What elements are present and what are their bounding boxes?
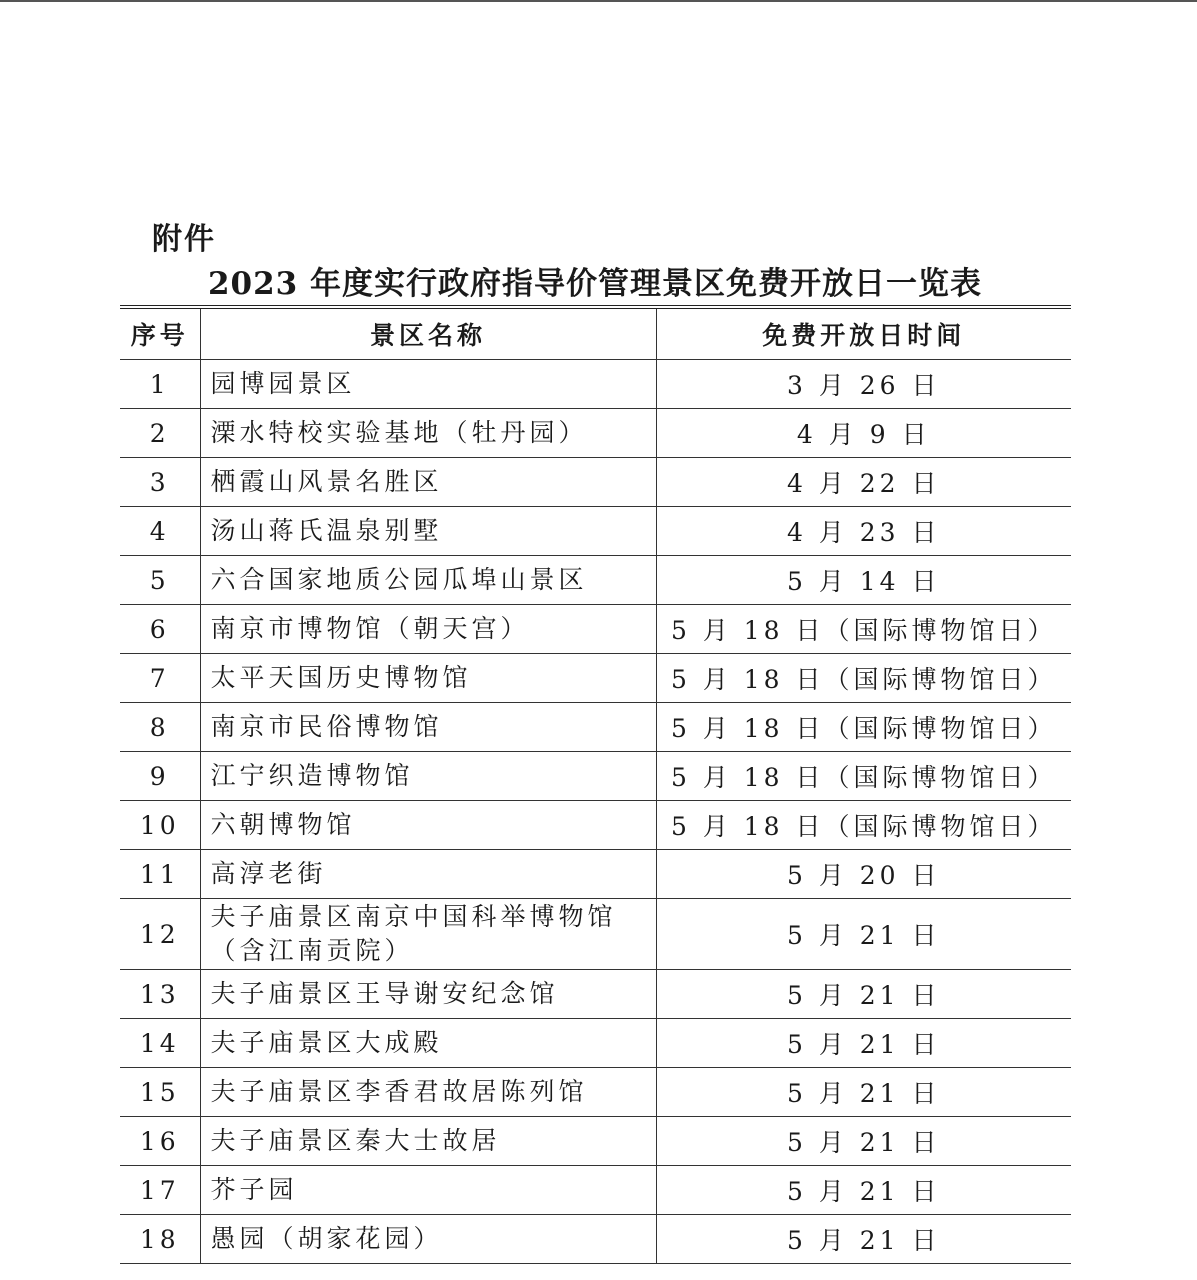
row-scenic-area-name: 栖霞山风景名胜区: [200, 458, 656, 507]
row-free-open-date: 5 月 14 日: [656, 556, 1071, 605]
document-title: 2023 年度实行政府指导价管理景区免费开放日一览表: [207, 266, 983, 302]
row-free-open-date: 5 月 21 日: [656, 1215, 1071, 1264]
row-free-open-date: 3 月 26 日: [656, 360, 1071, 409]
table-body: [120, 360, 1071, 1264]
row-serial-number: 5: [120, 556, 200, 605]
row-free-open-date: 5 月 20 日: [656, 850, 1071, 899]
free-open-day-table: [120, 305, 1071, 1264]
table-row: [120, 1166, 1071, 1215]
row-free-open-date: 5 月 21 日: [656, 1068, 1071, 1117]
row-free-open-date: 5 月 18 日（国际博物馆日）: [656, 752, 1071, 801]
row-scenic-area-name: 夫子庙景区大成殿: [200, 1019, 656, 1068]
table-row: [120, 605, 1071, 654]
row-serial-number: 6: [120, 605, 200, 654]
row-serial-number: 7: [120, 654, 200, 703]
row-free-open-date: 5 月 21 日: [656, 970, 1071, 1019]
row-free-open-date: 5 月 18 日（国际博物馆日）: [656, 703, 1071, 752]
row-serial-number: 9: [120, 752, 200, 801]
top-edge-rule: [0, 0, 1197, 2]
row-scenic-area-name: 六朝博物馆: [200, 801, 656, 850]
row-free-open-date: 4 月 9 日: [656, 409, 1071, 458]
row-serial-number: 16: [120, 1117, 200, 1166]
header-serial-number: 序号: [120, 307, 200, 360]
table-row: [120, 1215, 1071, 1264]
row-free-open-date: 5 月 21 日: [656, 1166, 1071, 1215]
row-serial-number: 3: [120, 458, 200, 507]
row-scenic-area-name: 夫子庙景区南京中国科举博物馆（含江南贡院）: [200, 899, 656, 970]
table-row: [120, 556, 1071, 605]
row-free-open-date: 5 月 18 日（国际博物馆日）: [656, 654, 1071, 703]
table-row: [120, 507, 1071, 556]
row-free-open-date: 5 月 18 日（国际博物馆日）: [656, 801, 1071, 850]
table-row: [120, 970, 1071, 1019]
table-row: [120, 899, 1071, 970]
row-scenic-area-name: 高淳老街: [200, 850, 656, 899]
row-free-open-date: 4 月 22 日: [656, 458, 1071, 507]
row-scenic-area-name: 溧水特校实验基地（牡丹园）: [200, 409, 656, 458]
row-serial-number: 8: [120, 703, 200, 752]
row-scenic-area-name: 夫子庙景区秦大士故居: [200, 1117, 656, 1166]
row-serial-number: 11: [120, 850, 200, 899]
table-row: [120, 458, 1071, 507]
table-row: [120, 801, 1071, 850]
row-free-open-date: 5 月 18 日（国际博物馆日）: [656, 605, 1071, 654]
table-row: [120, 703, 1071, 752]
row-scenic-area-name: 汤山蒋氏温泉别墅: [200, 507, 656, 556]
row-scenic-area-name: 夫子庙景区王导谢安纪念馆: [200, 970, 656, 1019]
table-row: [120, 1068, 1071, 1117]
row-serial-number: 2: [120, 409, 200, 458]
table-row: [120, 1019, 1071, 1068]
row-scenic-area-name: 南京市博物馆（朝天宫）: [200, 605, 656, 654]
row-scenic-area-name: 太平天国历史博物馆: [200, 654, 656, 703]
table-row: [120, 654, 1071, 703]
header-free-open-date: 免费开放日时间: [656, 307, 1071, 360]
row-scenic-area-name: 南京市民俗博物馆: [200, 703, 656, 752]
table-row: [120, 360, 1071, 409]
table-header-row: [120, 307, 1071, 360]
row-free-open-date: 4 月 23 日: [656, 507, 1071, 556]
row-free-open-date: 5 月 21 日: [656, 1117, 1071, 1166]
table-row: [120, 752, 1071, 801]
row-serial-number: 12: [120, 899, 200, 970]
row-free-open-date: 5 月 21 日: [656, 1019, 1071, 1068]
attachment-label: 附件: [152, 222, 216, 257]
header-scenic-area-name: 景区名称: [200, 307, 656, 360]
row-free-open-date: 5 月 21 日: [656, 899, 1071, 970]
row-scenic-area-name: 夫子庙景区李香君故居陈列馆: [200, 1068, 656, 1117]
table-row: [120, 409, 1071, 458]
row-serial-number: 4: [120, 507, 200, 556]
row-serial-number: 10: [120, 801, 200, 850]
row-serial-number: 18: [120, 1215, 200, 1264]
row-scenic-area-name: 园博园景区: [200, 360, 656, 409]
row-scenic-area-name: 愚园（胡家花园）: [200, 1215, 656, 1264]
row-serial-number: 15: [120, 1068, 200, 1117]
row-serial-number: 17: [120, 1166, 200, 1215]
table-row: [120, 1117, 1071, 1166]
table-row: [120, 850, 1071, 899]
row-scenic-area-name: 江宁织造博物馆: [200, 752, 656, 801]
row-serial-number: 14: [120, 1019, 200, 1068]
row-scenic-area-name: 芥子园: [200, 1166, 656, 1215]
row-serial-number: 13: [120, 970, 200, 1019]
row-serial-number: 1: [120, 360, 200, 409]
row-scenic-area-name: 六合国家地质公园瓜埠山景区: [200, 556, 656, 605]
